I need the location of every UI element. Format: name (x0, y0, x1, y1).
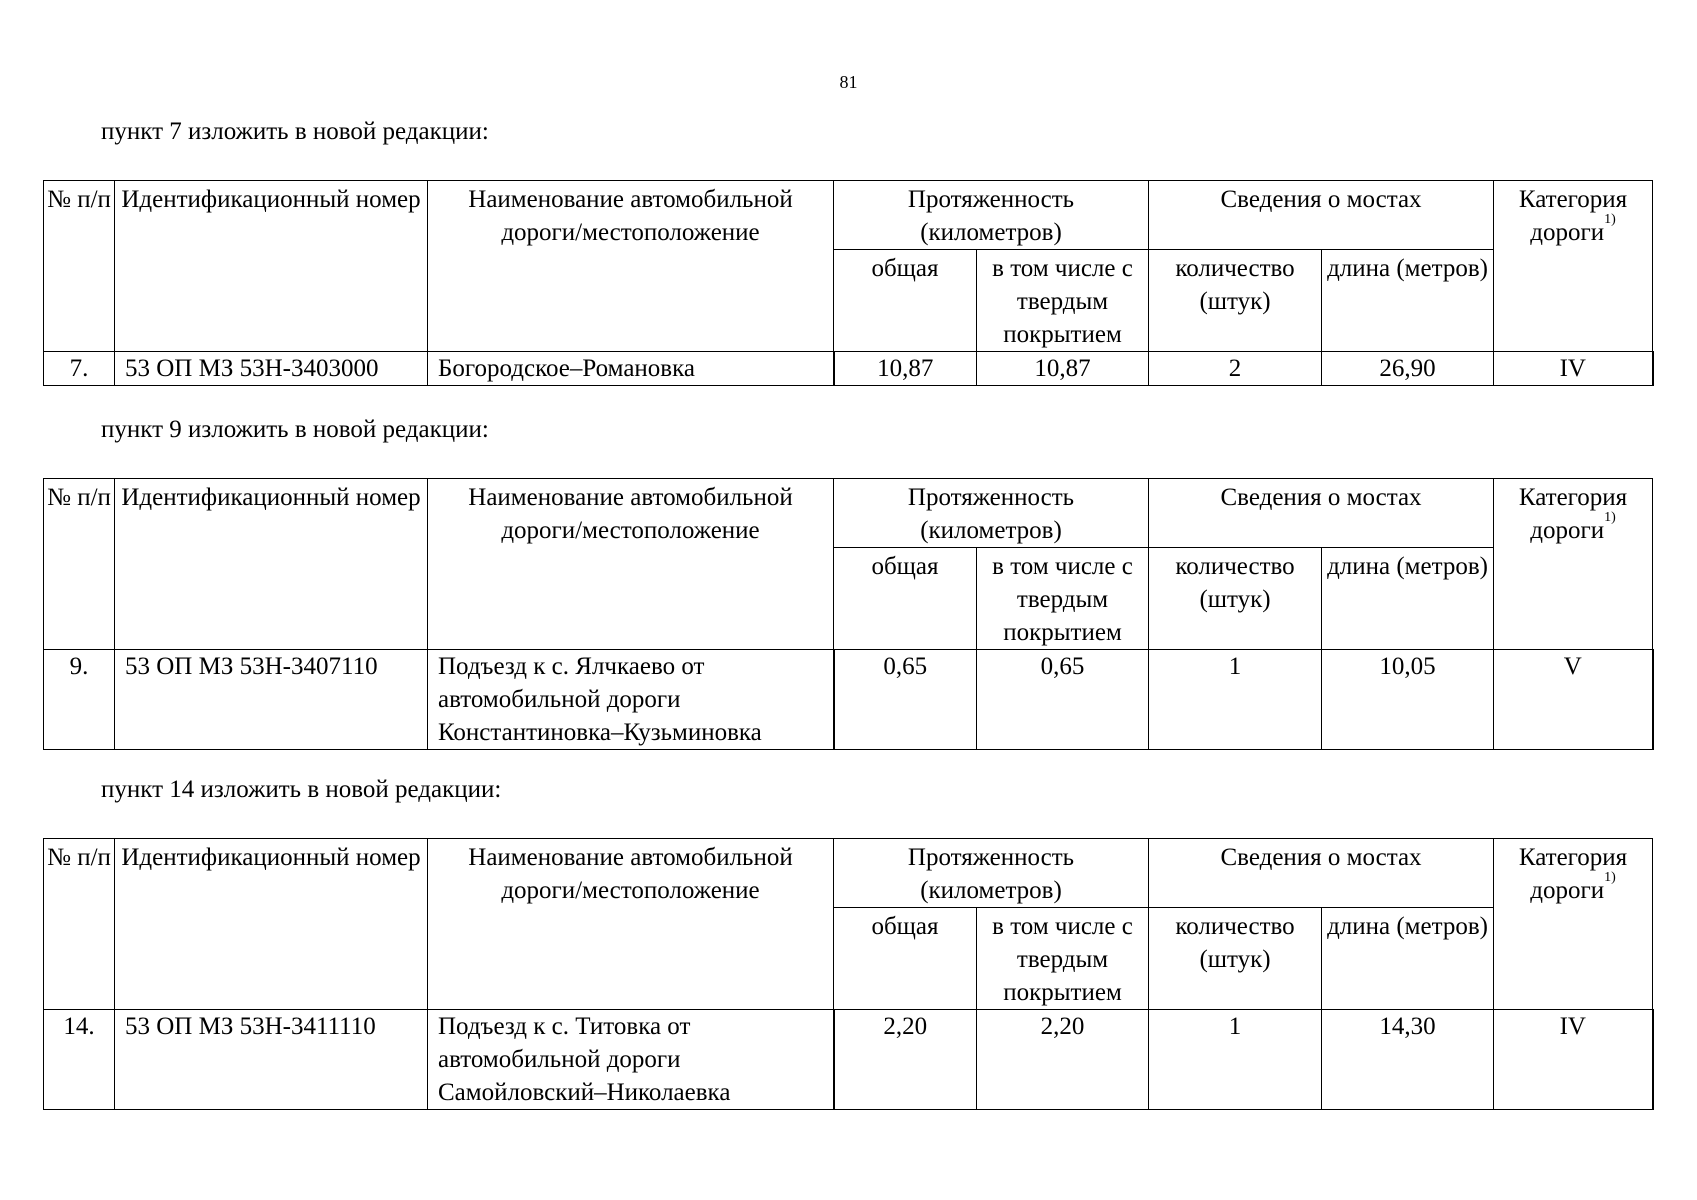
section-caption: пункт 7 изложить в новой редакции: (101, 118, 489, 145)
cell-id: 53 ОП МЗ 53Н-3411110 (115, 1010, 428, 1110)
header-bridges-count: количество (штук) (1149, 548, 1322, 650)
cell-length-total: 0,65 (834, 650, 977, 750)
header-bridges-count: количество (штук) (1149, 908, 1322, 1010)
cell-bridges-length: 14,30 (1322, 1010, 1494, 1110)
cell-category: IV (1494, 352, 1653, 386)
header-length-hard: в том числе с твердым покрытием (977, 908, 1149, 1010)
cell-bridges-length: 26,90 (1322, 352, 1494, 386)
cell-name: Богородское–Романовка (428, 352, 834, 386)
page-number: 81 (839, 72, 858, 92)
header-id: Идентификационный номер (115, 479, 428, 650)
header-category-label: Категория дороги (1518, 484, 1628, 544)
cell-bridges-count: 1 (1149, 1010, 1322, 1110)
header-name: Наименование автомобильной дороги/местоположение (428, 839, 834, 1010)
header-bridges-length: длина (метров) (1322, 250, 1494, 352)
cell-id: 53 ОП МЗ 53Н-3403000 (115, 352, 428, 386)
cell-bridges-count: 2 (1149, 352, 1322, 386)
header-bridges-length: длина (метров) (1322, 548, 1494, 650)
section-caption: пункт 14 изложить в новой редакции: (101, 776, 502, 803)
header-length-hard: в том числе с твердым покрытием (977, 548, 1149, 650)
header-length-group: Протяженность (километров) (834, 839, 1149, 908)
cell-category: IV (1494, 1010, 1653, 1110)
road-table (43, 838, 1654, 1110)
cell-name: Подъезд к с. Титовка от автомобильной дороги Самойловский–Николаевка (428, 1010, 834, 1110)
header-length-total: общая (834, 250, 977, 352)
cell-bridges-length: 10,05 (1322, 650, 1494, 750)
header-category-label: Категория дороги (1518, 844, 1628, 904)
header-bridges-group: Сведения о мостах (1149, 839, 1494, 908)
header-category (1494, 839, 1653, 1010)
header-id: Идентификационный номер (115, 181, 428, 352)
header-name: Наименование автомобильной дороги/местоположение (428, 181, 834, 352)
header-length-group: Протяженность (километров) (834, 479, 1149, 548)
footnote-marker: 1) (1604, 212, 1616, 227)
footnote-marker: 1) (1604, 510, 1616, 525)
header-no: № п/п (44, 839, 115, 1010)
cell-length-total: 2,20 (834, 1010, 977, 1110)
cell-bridges-count: 1 (1149, 650, 1322, 750)
cell-category: V (1494, 650, 1653, 750)
header-bridges-group: Сведения о мостах (1149, 181, 1494, 250)
road-table (43, 478, 1654, 750)
header-category (1494, 479, 1653, 650)
cell-no: 9. (44, 650, 115, 750)
cell-no: 7. (44, 352, 115, 386)
header-no: № п/п (44, 181, 115, 352)
cell-id: 53 ОП МЗ 53Н-3407110 (115, 650, 428, 750)
cell-name: Подъезд к с. Ялчкаево от автомобильной дороги Константиновка–Кузьминовка (428, 650, 834, 750)
header-bridges-length: длина (метров) (1322, 908, 1494, 1010)
cell-length-hard: 0,65 (977, 650, 1149, 750)
footnote-marker: 1) (1604, 870, 1616, 885)
table-row (44, 352, 1653, 386)
table-row (44, 650, 1653, 750)
cell-no: 14. (44, 1010, 115, 1110)
cell-length-hard: 10,87 (977, 352, 1149, 386)
header-id: Идентификационный номер (115, 839, 428, 1010)
table-row (44, 1010, 1653, 1110)
header-no: № п/п (44, 479, 115, 650)
header-length-hard: в том числе с твердым покрытием (977, 250, 1149, 352)
header-length-total: общая (834, 548, 977, 650)
header-category (1494, 181, 1653, 352)
cell-length-total: 10,87 (834, 352, 977, 386)
header-bridges-count: количество (штук) (1149, 250, 1322, 352)
header-name: Наименование автомобильной дороги/местоположение (428, 479, 834, 650)
header-length-group: Протяженность (километров) (834, 181, 1149, 250)
header-length-total: общая (834, 908, 977, 1010)
cell-length-hard: 2,20 (977, 1010, 1149, 1110)
header-category-label: Категория дороги (1518, 186, 1628, 246)
header-bridges-group: Сведения о мостах (1149, 479, 1494, 548)
section-caption: пункт 9 изложить в новой редакции: (101, 416, 489, 443)
road-table (43, 180, 1654, 386)
